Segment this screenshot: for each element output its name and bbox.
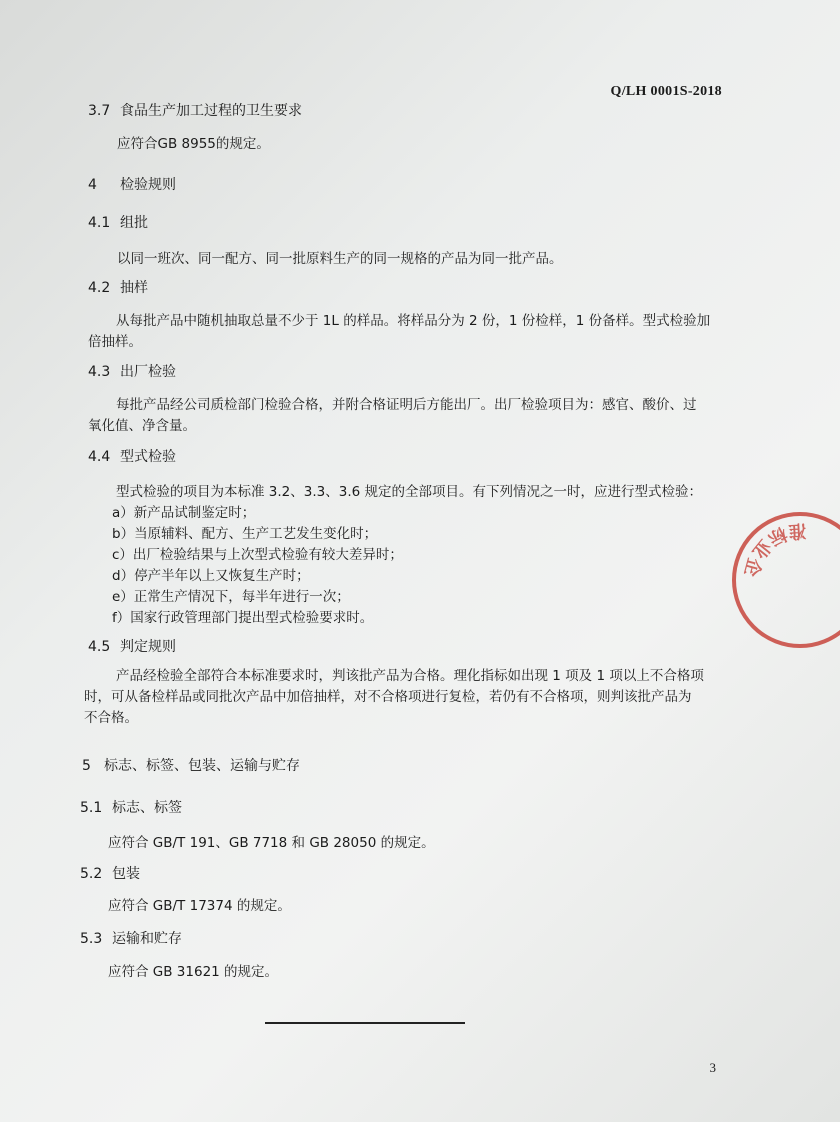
section-title: 包装 <box>112 866 140 882</box>
section-4-4-body <box>88 482 702 629</box>
section-number: 4 <box>88 177 97 193</box>
section-5-1-heading <box>80 797 182 817</box>
document-code: Q/LH 0001S-2018 <box>610 84 722 99</box>
section-5-heading <box>82 755 300 775</box>
section-number: 5 <box>82 758 91 774</box>
section-4-heading <box>88 174 176 194</box>
section-number: 4.2 <box>88 280 111 296</box>
paragraph-line: 时，可从备检样品或同批次产品中加倍抽样，对不合格项进行复检，若仍有不合格项，则判该批产品为 <box>84 689 692 705</box>
section-number: 3.7 <box>88 103 111 119</box>
seal-char: 准 <box>787 519 807 542</box>
section-5-3-heading <box>80 928 182 948</box>
section-title: 标志、标签 <box>112 800 182 816</box>
seal-char: 业 <box>747 535 776 563</box>
list-item: b）当原辅料、配方、生产工艺发生变化时； <box>112 526 378 542</box>
section-title: 型式检验 <box>120 449 176 465</box>
section-number: 4.4 <box>88 449 111 465</box>
paragraph-line: 从每批产品中随机抽取总量不少于 1L 的样品。将样品分为 2 份，1 份检样，1 份备样。型式检验加 <box>116 313 711 329</box>
section-5-2-heading <box>80 863 140 883</box>
seal-char: 标 <box>764 522 791 550</box>
paragraph-line: 型式检验的项目为本标准 3.2、3.3、3.6 规定的全部项目。有下列情况之一时，应进行型式检验： <box>116 484 702 500</box>
section-title: 判定规则 <box>120 639 176 655</box>
section-4-3-heading <box>88 361 176 381</box>
section-number: 5.1 <box>80 800 103 816</box>
list-item: e）正常生产情况下，每半年进行一次； <box>112 589 350 605</box>
section-3-7-heading <box>88 100 302 120</box>
list-item: d）停产半年以上又恢复生产时； <box>112 568 310 584</box>
list-item: c）出厂检验结果与上次型式检验有较大差异时； <box>112 547 403 563</box>
paragraph-line: 倍抽样。 <box>88 334 142 350</box>
list-item: f）国家行政管理部门提出型式检验要求时。 <box>112 610 374 626</box>
section-title: 检验规则 <box>120 177 176 193</box>
section-4-4-heading <box>88 446 176 466</box>
section-title: 标志、标签、包装、运输与贮存 <box>104 758 300 774</box>
list-item: a）新产品试制鉴定时； <box>112 505 256 521</box>
section-number: 4.3 <box>88 364 111 380</box>
paragraph-line: 氧化值、净含量。 <box>88 418 196 434</box>
section-5-2-body: 应符合 GB/T 17374 的规定。 <box>108 898 291 914</box>
section-title: 组批 <box>120 215 148 231</box>
section-5-1-body: 应符合 GB/T 191、GB 7718 和 GB 28050 的规定。 <box>108 835 435 851</box>
section-3-7-body: 应符合GB 8955的规定。 <box>117 136 270 152</box>
seal-char: 企 <box>739 555 765 579</box>
seal-stamp <box>700 505 840 655</box>
end-divider <box>265 1022 465 1024</box>
paragraph-line: 每批产品经公司质检部门检验合格，并附合格证明后方能出厂。出厂检验项目为：感官、酸价、过 <box>116 397 697 413</box>
section-4-2-heading <box>88 277 148 297</box>
paragraph-line: 产品经检验全部符合本标准要求时，判该批产品为合格。理化指标如出现 1 项及 1 项以上不合格项 <box>116 668 704 684</box>
section-title: 抽样 <box>120 280 148 296</box>
section-5-3-body: 应符合 GB 31621 的规定。 <box>108 964 279 980</box>
section-number: 5.3 <box>80 931 103 947</box>
section-number: 5.2 <box>80 866 103 882</box>
section-4-3-body <box>88 395 697 437</box>
section-number: 4.5 <box>88 639 111 655</box>
paragraph-line: 不合格。 <box>84 710 138 726</box>
section-4-5-body <box>84 666 704 729</box>
section-4-1-body: 以同一班次、同一配方、同一批原料生产的同一规格的产品为同一批产品。 <box>117 251 563 267</box>
section-number: 4.1 <box>88 215 111 231</box>
page-number: 3 <box>709 1060 716 1075</box>
section-title: 食品生产加工过程的卫生要求 <box>120 103 302 119</box>
section-4-5-heading <box>88 636 176 656</box>
section-4-2-body <box>88 311 710 353</box>
section-title: 运输和贮存 <box>112 931 182 947</box>
section-title: 出厂检验 <box>120 364 176 380</box>
section-4-1-heading <box>88 212 148 232</box>
